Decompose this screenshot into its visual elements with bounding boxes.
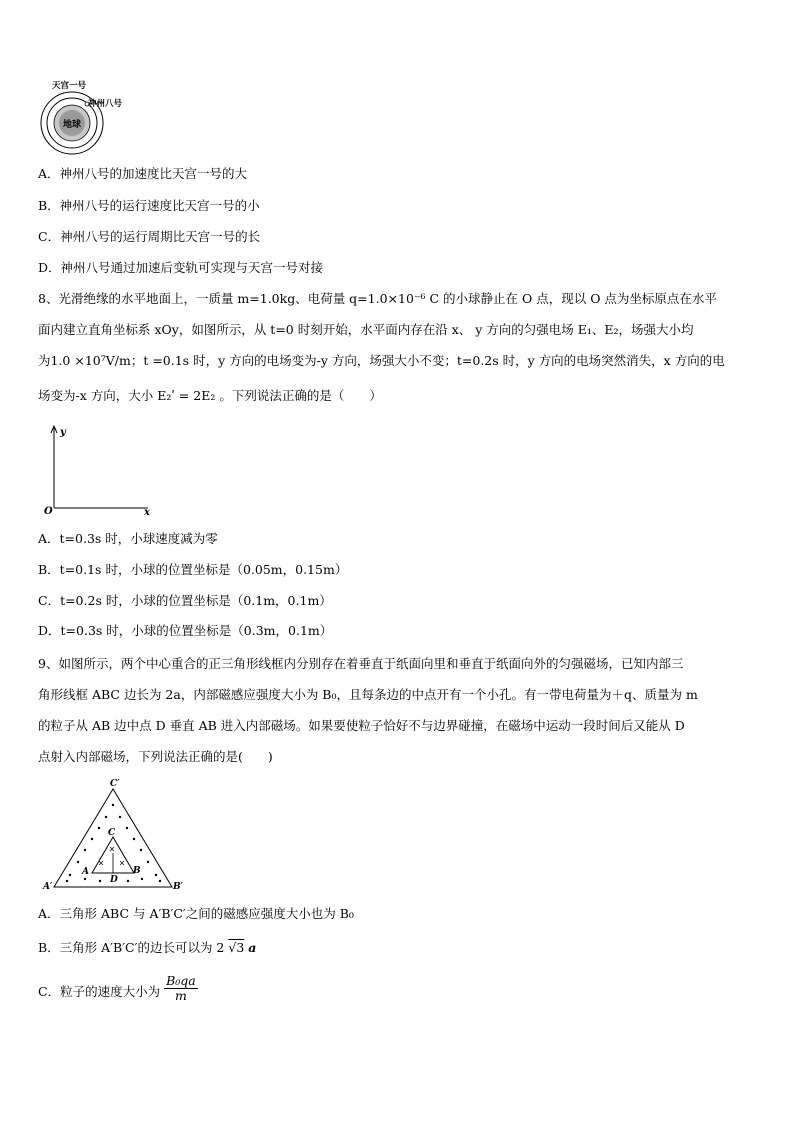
q7-option-b: B．神州八号的运行速度比天宫一号的小 xyxy=(38,198,260,213)
orbit-diagram xyxy=(30,75,140,155)
triangle-diagram xyxy=(40,775,185,895)
q8-option-d: D．t=0.3s 时，小球的位置坐标是（0.3m，0.1m） xyxy=(38,623,333,638)
q9-option-b-text: B．三角形 A′B′C′的边长可以为 2 xyxy=(38,940,225,955)
fraction-denominator: m xyxy=(174,988,187,1003)
q8-axes-figure xyxy=(40,422,160,517)
label-earth: 地球 xyxy=(63,120,82,130)
label-outer-top: C′ xyxy=(110,779,120,789)
q9-option-c-text: C．粒子的速度大小为 xyxy=(38,984,161,999)
q9-option-b-tail: a xyxy=(248,940,257,955)
fraction-numerator: B₀qa xyxy=(166,973,196,988)
label-inner-left: A xyxy=(82,867,89,877)
q9-option-b xyxy=(38,939,256,957)
q9-option-b-root: √3 xyxy=(228,940,245,955)
q9-triangle-figure xyxy=(40,775,185,895)
label-tiangong: 天宫一号 xyxy=(52,81,87,91)
orbit-figure xyxy=(30,75,140,155)
q8-stem-line-4: 场变为-x 方向，大小 E₂ʹ = 2E₂ 。下列说法正确的是（ ） xyxy=(38,388,382,403)
q9-option-a: A．三角形 ABC 与 A′B′C′之间的磁感应强度大小也为 B₀ xyxy=(38,906,354,921)
q8-stem-line-1: 8、光滑绝缘的水平地面上，一质量 m=1.0kg、电荷量 q=1.0×10⁻⁶ C 的小球静止在 O 点，现以 O 点为坐标原点在水平 xyxy=(38,291,717,306)
label-outer-right: B′ xyxy=(173,882,183,892)
label-mid-d: D xyxy=(110,875,118,885)
label-outer-left: A′ xyxy=(43,882,53,892)
q7-option-c: C．神州八号的运行周期比天宫一号的长 xyxy=(38,229,261,244)
q9-stem-line-3: 的粒子从 AB 边中点 D 垂直 AB 进入内部磁场。如果要使粒子恰好不与边界碰撞，在磁场中运动一段时间后又能从 D xyxy=(38,718,685,733)
q9-stem-line-4: 点射入内部磁场，下列说法正确的是( ) xyxy=(38,749,273,764)
label-inner-top: C xyxy=(108,828,116,838)
q9-stem-line-2: 角形线框 ABC 边长为 2a，内部磁感应强度大小为 B₀，且每条边的中点开有一个小孔。有一带电荷量为＋q、质量为 m xyxy=(38,687,698,702)
q8-option-a: A．t=0.3s 时，小球速度减为零 xyxy=(38,531,218,546)
q7-option-d: D．神州八号通过加速后变轨可实现与天宫一号对接 xyxy=(38,260,324,275)
q8-option-c: C．t=0.2s 时，小球的位置坐标是（0.1m，0.1m） xyxy=(38,593,332,608)
label-shenzhou: 神州八号 xyxy=(88,99,123,109)
y-axis-label: y xyxy=(60,427,66,438)
q9-option-c xyxy=(38,973,198,1003)
q9-option-c-fraction xyxy=(164,974,198,1003)
label-inner-right: B xyxy=(133,866,141,876)
q8-stem-line-3: 为1.0 ×10⁷V/m；t =0.1s 时，y 方向的电场变为-y 方向，场强大小不变；t=0.2s 时，y 方向的电场突然消失，x 方向的电 xyxy=(38,353,725,368)
origin-label: O xyxy=(44,506,53,517)
q9-stem-line-1: 9、如图所示，两个中心重合的正三角形线框内分别存在着垂直于纸面向里和垂直于纸面向外的匀强磁场，已知内部三 xyxy=(38,656,684,671)
x-axis-label: x xyxy=(144,507,150,517)
q8-option-b: B．t=0.1s 时，小球的位置坐标是（0.05m，0.15m） xyxy=(38,562,348,577)
q8-stem-line-2: 面内建立直角坐标系 xOy，如图所示，从 t=0 时刻开始，水平面内存在沿 x、 y 方向的匀强电场 E₁、E₂，场强大小均 xyxy=(38,322,694,337)
q7-option-a: A．神州八号的加速度比天宫一号的大 xyxy=(38,166,248,181)
axes-diagram xyxy=(40,422,160,517)
